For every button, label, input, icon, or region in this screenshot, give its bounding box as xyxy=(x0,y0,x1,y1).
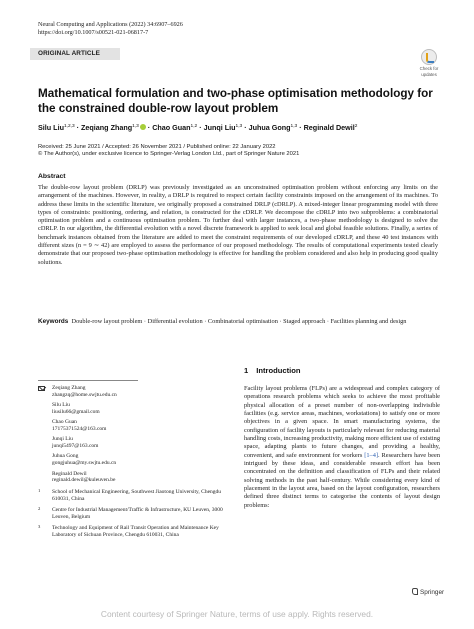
affiliation-text: School of Mechanical Engineering, Southwest Jiaotong University, Chengdu 610031, China xyxy=(52,489,222,503)
affiliation-item xyxy=(38,507,233,521)
author-name[interactable]: Silu Liu xyxy=(38,123,64,132)
publisher-logo xyxy=(412,588,444,596)
abstract-heading: Abstract xyxy=(38,173,66,180)
check-for-updates-line1: Check for xyxy=(419,66,439,71)
author-affil-sup: 1,3 xyxy=(132,124,139,129)
section-heading-introduction xyxy=(244,366,301,375)
contact-entry xyxy=(38,419,233,433)
author-affil-sup: 1,2 xyxy=(190,124,198,129)
affiliation-text: Technology and Equipment of Rail Transit Operation and Maintenance Key Laboratory of Sichuan Province, Chengdu 610031, China xyxy=(52,525,219,539)
journal-citation: Neural Computing and Applications (2022) 34:6907–6926 xyxy=(38,21,183,28)
contact-entry xyxy=(38,436,233,450)
author-affil-sup: 1,3 xyxy=(290,124,298,129)
contact-email[interactable]: zhangzq@home.swjtu.edu.cn xyxy=(52,391,117,398)
contact-name: Zeqiang Zhang xyxy=(52,385,86,391)
contact-entry xyxy=(38,402,233,416)
copyright-line: © The Author(s), under exclusive licence to Springer-Verlag London Ltd., part of Springer Nature 2021 xyxy=(38,151,300,158)
keywords xyxy=(38,318,438,326)
abstract-body: The double-row layout problem (DRLP) was previously investigated as an unconstrained optimisation problem without enforcing any limits on the arrangement of the machines. However, in reality, a DRLP is required to respect certain facility constraints imposed on the arrangement of its machines. To address these limits in the scientific literature, we originally proposed a constrained DRLP (cDRLP). A mixed-integer linear programming model with three types of constraints: positioning, ordering, and relation, is constructed for the cDRLP. We decompose the cDRLP into two subproblems: a combinatorial optimisation problem and a continuous optimisation problem. To further deal with larger instances, a two-phase methodology is designed to solve the cDRLP. In our algorithm, the differential evolution with a novel discrete framework is applied to seek local and global feasible solutions. Finally, a series of benchmark instances obtained from the literature are added to meet the constraint requirements of our developed cDRLP, and these 40 test instances with different sizes (n = 9 ∼ 42) are employed to assess the performance of our proposed methodology. The results of computational experiments tested clearly demonstrate that our proposed two-phase optimisation methodology is effective for handling the problem considered and also help in producing good quality solutions. xyxy=(38,184,438,266)
envelope-icon xyxy=(38,386,45,391)
affiliation-text: Centre for Industrial Management/Traffic & Infrastructure, KU Leuven, 3000 Leuven, Belgium xyxy=(52,507,223,521)
affiliation-number: 1 xyxy=(38,488,41,494)
contact-email[interactable]: gongjuhua@my.swjtu.edu.cn xyxy=(52,460,117,467)
check-for-updates-badge[interactable] xyxy=(412,49,446,77)
springer-horse-icon xyxy=(412,588,418,595)
affiliation-item xyxy=(38,525,233,539)
contact-name: Reginald Dewil xyxy=(52,470,87,477)
author-affil-sup: 1,2,3 xyxy=(63,124,75,129)
check-for-updates-icon xyxy=(421,49,437,65)
publication-dates xyxy=(38,144,299,159)
author-list: Silu Liu$^{1,2,3}$ · Zeqiang Zhang$^{1,3}$ · Chao Guan$^{1,2}$ · Junqi Liu$^{1,3}$ · Juhua Gong$^{1,3}$ · Reginald Dewil$^2$ xyxy=(38,123,358,132)
footnote-divider xyxy=(38,380,138,381)
contact-name: Chao Guan xyxy=(52,419,77,426)
intro-text-part2: . Researchers have been intrigued by these ideas, and considerable research effort has been concentrated on the definition and classification of FLPs and their related solving methods in the past half-century. While considering every kind of placement in the layout area, based on the layout configuration, researchers defined three distinct terms to categorise the contents of layout design problems: xyxy=(244,451,440,509)
citation-link[interactable]: [1–4] xyxy=(364,451,379,459)
contact-name: Junqi Liu xyxy=(52,436,73,443)
contact-email[interactable]: junqi5497@163.com xyxy=(52,443,99,450)
doi-link[interactable]: https://doi.org/10.1007/s00521-021-06817-7 xyxy=(38,29,149,37)
journal-info xyxy=(38,21,183,37)
publisher-name: Springer xyxy=(420,589,445,596)
section-number: 1 xyxy=(244,366,249,375)
contact-email[interactable]: 17175371524@163.com xyxy=(52,426,107,433)
check-for-updates-line2: updates xyxy=(421,72,437,77)
author-affil-sup: 2 xyxy=(354,124,358,129)
affiliation-list xyxy=(38,489,233,539)
intro-text-part1: Facility layout problems (FLPs) are a widespread and complex category of operations research problems which seeks to achieve the most profitable physical allocation of a preset number of non-overlapping indivisible facilities (e.g. service areas, machines, workstations) to satisfy one or more objectives in a given space. In smart manufacturing systems, the configuration of facility layouts is particularly relevant for reducing material handling costs, increasing productivity, making more efficient use of existing space, adapting plants to future changes, and providing a healthy, convenient, and safe environment for workers xyxy=(244,385,440,459)
article-type-label: ORIGINAL ARTICLE xyxy=(30,48,120,60)
affiliation-number: 2 xyxy=(38,506,41,512)
affiliation-item xyxy=(38,489,233,503)
contact-name: Silu Liu xyxy=(52,402,70,409)
author-name[interactable]: Zeqiang Zhang xyxy=(81,123,133,132)
contact-entry xyxy=(38,453,233,467)
contact-entry xyxy=(38,385,233,399)
author-name[interactable]: Chao Guan xyxy=(152,123,191,132)
contact-email[interactable]: reginald.dewil@kuleuven.be xyxy=(52,477,116,484)
author-name[interactable]: Juhua Gong xyxy=(248,123,291,132)
contact-entry xyxy=(38,471,233,485)
author-affil-sup: 1,3 xyxy=(235,124,243,129)
section-title: Introduction xyxy=(256,366,301,375)
affiliation-number: 3 xyxy=(38,524,41,530)
contact-email[interactable]: liusilu66@gmail.com xyxy=(52,409,100,416)
courtesy-watermark: Content courtesy of Springer Nature, terms of use apply. Rights reserved. xyxy=(100,609,374,619)
history-dates: Received: 25 June 2021 / Accepted: 26 November 2021 / Published online: 22 January 2022 xyxy=(38,144,276,150)
article-title: Mathematical formulation and two-phase optimisation methodology for the constrained double-row layout problem xyxy=(38,87,433,115)
author-name[interactable]: Junqi Liu xyxy=(203,123,236,132)
contact-block xyxy=(38,385,233,543)
author-name[interactable]: Reginald Dewil xyxy=(303,123,355,132)
contact-name: Juhua Gong xyxy=(52,453,79,460)
orcid-icon[interactable] xyxy=(140,124,146,130)
keywords-label: Keywords xyxy=(38,318,69,325)
introduction-body xyxy=(244,385,440,510)
keywords-text: Double-row layout problem · Differential evolution · Combinatorial optimisation · Staged approach · Facilities planning and design xyxy=(71,318,407,325)
